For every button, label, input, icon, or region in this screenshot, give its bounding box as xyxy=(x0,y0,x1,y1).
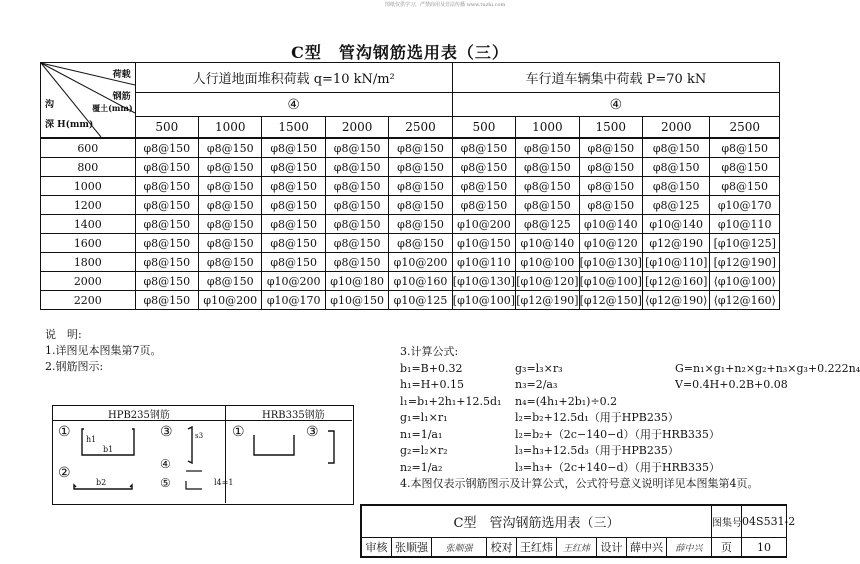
rebar-spec-cell: φ8@150 xyxy=(325,234,388,253)
cover-col: 2000 xyxy=(643,117,710,139)
fig-hrb335-title: HRB335钢筋 xyxy=(262,410,325,421)
calc-row xyxy=(400,427,845,444)
mark-3-left: ③ xyxy=(160,424,173,440)
page-title: C型 管沟钢筋选用表（三） xyxy=(291,43,509,62)
rebar-spec-cell: φ10@125 xyxy=(389,291,452,310)
reviewer-name: 张顺强 xyxy=(392,538,432,557)
rebar-spec-cell: [φ10@130] xyxy=(579,253,642,272)
rebar-spec-cell: φ8@150 xyxy=(262,234,325,253)
rebar-spec-cell: ⟨φ10@100⟩ xyxy=(710,272,780,291)
mark-2-left: ② xyxy=(58,465,71,481)
title-block xyxy=(360,504,796,558)
rebar-spec-cell: φ10@150 xyxy=(452,234,515,253)
table-row xyxy=(41,215,780,234)
rebar-spec-cell: φ10@110 xyxy=(710,215,780,234)
mark-4-left: ④ xyxy=(160,457,171,471)
depth-cell: 1600 xyxy=(41,234,136,253)
rebar-spec-cell: φ8@150 xyxy=(643,158,710,177)
calc-formula: l₂=b₂+12.5d₁（用于HPB235） xyxy=(515,411,679,424)
rebar-shape-3-hrb xyxy=(328,431,334,463)
rebar-spec-cell: φ10@140 xyxy=(516,234,579,253)
label-b1: b1 xyxy=(103,445,114,454)
rebar-spec-cell: φ8@150 xyxy=(135,138,198,158)
rebar-spec-cell: φ10@200 xyxy=(389,253,452,272)
checker-signature: 王红炜 xyxy=(557,538,597,557)
rebar-spec-cell: φ12@190 xyxy=(643,234,710,253)
top-note: 图纸仅供学习，严禁商用及非法传播 www.tuzhi.com xyxy=(385,2,506,8)
rebar-spec-cell: φ8@150 xyxy=(199,196,262,215)
rebar-spec-cell: φ8@150 xyxy=(643,138,710,158)
calc-formula: G=n₁×g₁+n₂×g₂+n₃×g₃+0.222n₄ xyxy=(675,361,860,375)
cover-col: 2500 xyxy=(389,117,452,139)
rebar-shape-1-hrb xyxy=(254,435,294,455)
rebar-spec-cell: φ8@150 xyxy=(516,196,579,215)
rebar-spec-cell: [φ10@120] xyxy=(516,272,579,291)
cover-col: 2500 xyxy=(710,117,780,139)
calc-formula: l₁=b₁+2h₁+12.5d₁ xyxy=(400,394,502,408)
rebar-spec-cell: [φ10@100] xyxy=(579,272,642,291)
calc-formula xyxy=(675,410,845,427)
rebar-spec-cell: φ10@200 xyxy=(452,215,515,234)
atlas-label: 图集号 xyxy=(712,506,742,538)
note-1: 1.详图见本图集第7页。 xyxy=(45,344,162,357)
rebar-spec-cell: φ8@150 xyxy=(199,253,262,272)
depth-cell: 1400 xyxy=(41,215,136,234)
calc-formula: g₁=l₁×r₁ xyxy=(400,411,448,424)
titleblock-name: C型 管沟钢筋选用表（三） xyxy=(362,506,712,538)
rebar-spec-cell: φ10@140 xyxy=(579,215,642,234)
rebar-spec-cell: φ8@150 xyxy=(389,196,452,215)
rebar-spec-cell: φ8@125 xyxy=(516,215,579,234)
rebar-spec-cell: φ8@150 xyxy=(199,215,262,234)
rebar-spec-cell: φ8@150 xyxy=(135,196,198,215)
rebar-spec-cell: φ8@150 xyxy=(325,158,388,177)
calc-formula xyxy=(675,443,845,460)
rebar-spec-cell: φ10@140 xyxy=(643,215,710,234)
cover-header-row xyxy=(41,117,780,139)
designer-name: 薛中兴 xyxy=(627,538,667,557)
calc-formula: n₃=2/a₃ xyxy=(515,378,558,391)
calculation-section xyxy=(400,344,860,493)
calc-row xyxy=(400,443,845,460)
rebar-spec-cell: φ8@150 xyxy=(452,196,515,215)
mark-5-left: ⑤ xyxy=(160,476,171,490)
rebar-spec-cell: φ8@150 xyxy=(262,158,325,177)
rebar-shape-5-hpb xyxy=(186,481,202,489)
group-header-pedestrian: 人行道地面堆积荷载 q=10 kN/m² xyxy=(135,63,452,93)
rebar-spec-cell: φ8@150 xyxy=(516,177,579,196)
rebar-spec-cell: [φ10@110] xyxy=(643,253,710,272)
reviewer-signature: 张顺强 xyxy=(432,538,487,557)
rebar-spec-cell: [φ10@125] xyxy=(710,234,780,253)
corner-cover-label: 覆土(mm) xyxy=(92,103,133,113)
rebar-spec-cell: [φ10@130] xyxy=(452,272,515,291)
calc-formula: V=0.4H+0.2B+0.08 xyxy=(675,378,788,391)
cover-col: 500 xyxy=(452,117,515,139)
rebar-spec-cell: φ8@150 xyxy=(199,272,262,291)
calc-note-4: 4.本图仅表示钢筋图示及计算公式，公式符号意义说明详见本图集第4页。 xyxy=(400,477,759,490)
rebar-spec-cell: ⟨φ12@160⟩ xyxy=(710,291,780,310)
rebar-spec-cell: φ8@150 xyxy=(579,138,642,158)
table-row xyxy=(41,234,780,253)
calc-row xyxy=(400,460,845,477)
table-row xyxy=(41,196,780,215)
cover-col: 1500 xyxy=(262,117,325,139)
label-h1: h1 xyxy=(86,435,97,444)
rebar-spec-cell: φ8@150 xyxy=(389,215,452,234)
depth-cell: 1000 xyxy=(41,177,136,196)
rebar-spec-cell: φ8@150 xyxy=(199,158,262,177)
calc-formulas xyxy=(400,361,860,477)
rebar-spec-cell: φ8@150 xyxy=(135,177,198,196)
rebar-spec-cell: φ8@150 xyxy=(389,138,452,158)
rebar-spec-cell: φ8@150 xyxy=(135,215,198,234)
rebar-spec-cell: φ8@150 xyxy=(516,158,579,177)
rebar-spec-cell: φ8@150 xyxy=(262,196,325,215)
rebar-spec-cell: φ8@150 xyxy=(579,158,642,177)
corner-depth-label: 深 H(mm) xyxy=(45,120,94,130)
corner-rebar-label: 钢筋 xyxy=(112,92,131,102)
check-label: 校对 xyxy=(487,538,517,557)
rebar-spec-cell: φ10@150 xyxy=(325,291,388,310)
rebar-spec-cell: [φ12@150] xyxy=(579,291,642,310)
review-label: 审核 xyxy=(362,538,392,557)
rebar-spec-cell: φ10@170 xyxy=(262,291,325,310)
calc-formula: g₂=l₂×r₂ xyxy=(400,444,448,457)
depth-cell: 1200 xyxy=(41,196,136,215)
notes-heading: 说 明: xyxy=(45,328,82,341)
rebar-spec-cell: φ8@150 xyxy=(325,215,388,234)
note-2: 2.钢筋图示: xyxy=(45,360,104,373)
rebar-spec-cell: φ10@180 xyxy=(325,272,388,291)
rebar-spec-cell: φ8@150 xyxy=(452,138,515,158)
calc-formula: l₃=h₃+12.5d₃（用于HPB235） xyxy=(515,444,679,457)
mark-3-right: ③ xyxy=(306,424,319,440)
fig-hpb235-title: HPB235钢筋 xyxy=(108,410,170,421)
rebar-spec-cell: φ10@120 xyxy=(579,234,642,253)
rebar-spec-cell: [φ10@100] xyxy=(452,291,515,310)
calc-row xyxy=(400,394,845,411)
calc-heading: 3.计算公式: xyxy=(400,345,459,358)
rebar-mark-right: ④ xyxy=(452,93,779,117)
rebar-spec-cell: φ8@150 xyxy=(135,272,198,291)
table-corner-header xyxy=(41,63,136,139)
calc-formula: n₁=1/a₁ xyxy=(400,427,443,441)
rebar-spec-cell: φ8@150 xyxy=(325,138,388,158)
rebar-spec-cell: φ8@150 xyxy=(452,158,515,177)
rebar-spec-cell: φ8@150 xyxy=(452,177,515,196)
rebar-spec-cell: φ10@100 xyxy=(516,253,579,272)
rebar-spec-cell: φ8@150 xyxy=(262,215,325,234)
rebar-spec-cell: φ8@150 xyxy=(389,158,452,177)
calc-formula: l₂=b₂+（2c−140−d）（用于HRB335） xyxy=(515,427,720,441)
depth-cell: 800 xyxy=(41,158,136,177)
rebar-spec-cell: φ8@150 xyxy=(516,138,579,158)
rebar-spec-cell: φ8@150 xyxy=(135,234,198,253)
rebar-spec-cell: φ8@150 xyxy=(135,253,198,272)
rebar-selection-table xyxy=(40,62,780,310)
table-row xyxy=(41,138,780,158)
cover-col: 500 xyxy=(135,117,198,139)
rebar-spec-cell: φ10@160 xyxy=(389,272,452,291)
rebar-spec-cell: ⟨φ12@190⟩ xyxy=(643,291,710,310)
label-b2: b2 xyxy=(96,478,107,487)
rebar-spec-cell: φ8@150 xyxy=(325,253,388,272)
rebar-spec-cell: φ8@150 xyxy=(710,177,780,196)
rebar-spec-cell: φ8@150 xyxy=(325,196,388,215)
calc-formula xyxy=(675,394,845,411)
calc-formula: g₃=l₃×r₃ xyxy=(515,361,563,375)
mark-1-right: ① xyxy=(232,424,245,440)
rebar-mark-left: ④ xyxy=(135,93,452,117)
rebar-spec-cell: φ8@150 xyxy=(135,291,198,310)
table-body xyxy=(41,138,780,310)
depth-cell: 2000 xyxy=(41,272,136,291)
calc-formula: h₁=H+0.15 xyxy=(400,378,465,391)
rebar-spec-cell: φ8@150 xyxy=(199,177,262,196)
calc-formula: n₄=(4h₁+2b₁)÷0.2 xyxy=(515,394,618,408)
notes-section xyxy=(45,327,162,375)
table-row xyxy=(41,158,780,177)
corner-trench-label: 沟 xyxy=(45,100,55,110)
rebar-shape-3-hpb xyxy=(188,427,192,463)
rebar-spec-cell: φ8@150 xyxy=(199,234,262,253)
rebar-spec-cell: φ8@150 xyxy=(579,177,642,196)
table-row xyxy=(41,177,780,196)
table-row xyxy=(41,272,780,291)
rebar-spec-cell: φ8@150 xyxy=(262,138,325,158)
rebar-spec-cell: φ8@150 xyxy=(199,138,262,158)
cover-col: 2000 xyxy=(325,117,388,139)
calc-row xyxy=(400,361,860,378)
rebar-spec-cell: φ8@150 xyxy=(325,177,388,196)
page-number: 10 xyxy=(742,538,787,557)
rebar-spec-cell: φ8@150 xyxy=(710,138,780,158)
mark-1-left: ① xyxy=(58,424,71,440)
designer-signature: 薛中兴 xyxy=(667,538,712,557)
rebar-spec-cell: φ8@150 xyxy=(262,177,325,196)
page-label: 页 xyxy=(712,538,742,557)
label-s3: s3 xyxy=(195,432,204,440)
rebar-spec-cell: φ10@170 xyxy=(710,196,780,215)
rebar-spec-cell: φ8@150 xyxy=(579,196,642,215)
design-label: 设计 xyxy=(597,538,627,557)
label-l4: l4=1 xyxy=(214,478,234,487)
rebar-spec-cell: φ8@150 xyxy=(710,158,780,177)
rebar-spec-cell: φ10@110 xyxy=(452,253,515,272)
rebar-spec-cell: φ8@150 xyxy=(643,177,710,196)
rebar-spec-cell: φ10@200 xyxy=(199,291,262,310)
rebar-spec-cell: φ8@150 xyxy=(389,177,452,196)
calc-formula: l₃=h₃+（2c+140−d）（用于HRB335） xyxy=(515,460,720,474)
cover-col: 1000 xyxy=(199,117,262,139)
rebar-spec-cell: φ8@150 xyxy=(389,234,452,253)
table-row xyxy=(41,291,780,310)
atlas-number: 04S531-2 xyxy=(742,506,787,538)
group-header-vehicle: 车行道车辆集中荷载 P=70 kN xyxy=(452,63,779,93)
rebar-spec-cell: [φ12@190] xyxy=(516,291,579,310)
calc-formula: b₁=B+0.32 xyxy=(400,361,463,375)
cover-col: 1500 xyxy=(579,117,642,139)
rebar-spec-cell: φ8@150 xyxy=(135,158,198,177)
table-row xyxy=(41,253,780,272)
rebar-spec-cell: [φ12@160] xyxy=(643,272,710,291)
calc-row xyxy=(400,377,845,394)
calc-row xyxy=(400,410,845,427)
calc-formula xyxy=(675,427,845,444)
rebar-spec-cell: φ8@125 xyxy=(643,196,710,215)
calc-formula xyxy=(675,460,845,477)
calc-formula: n₂=1/a₂ xyxy=(400,460,443,474)
depth-cell: 600 xyxy=(41,138,136,158)
rebar-spec-cell: φ10@200 xyxy=(262,272,325,291)
checker-name: 王红炜 xyxy=(517,538,557,557)
corner-load-label: 荷载 xyxy=(112,70,131,80)
depth-cell: 1800 xyxy=(41,253,136,272)
cover-col: 1000 xyxy=(516,117,579,139)
rebar-spec-cell: φ8@150 xyxy=(262,253,325,272)
rebar-spec-cell: [φ12@190] xyxy=(710,253,780,272)
depth-cell: 2200 xyxy=(41,291,136,310)
